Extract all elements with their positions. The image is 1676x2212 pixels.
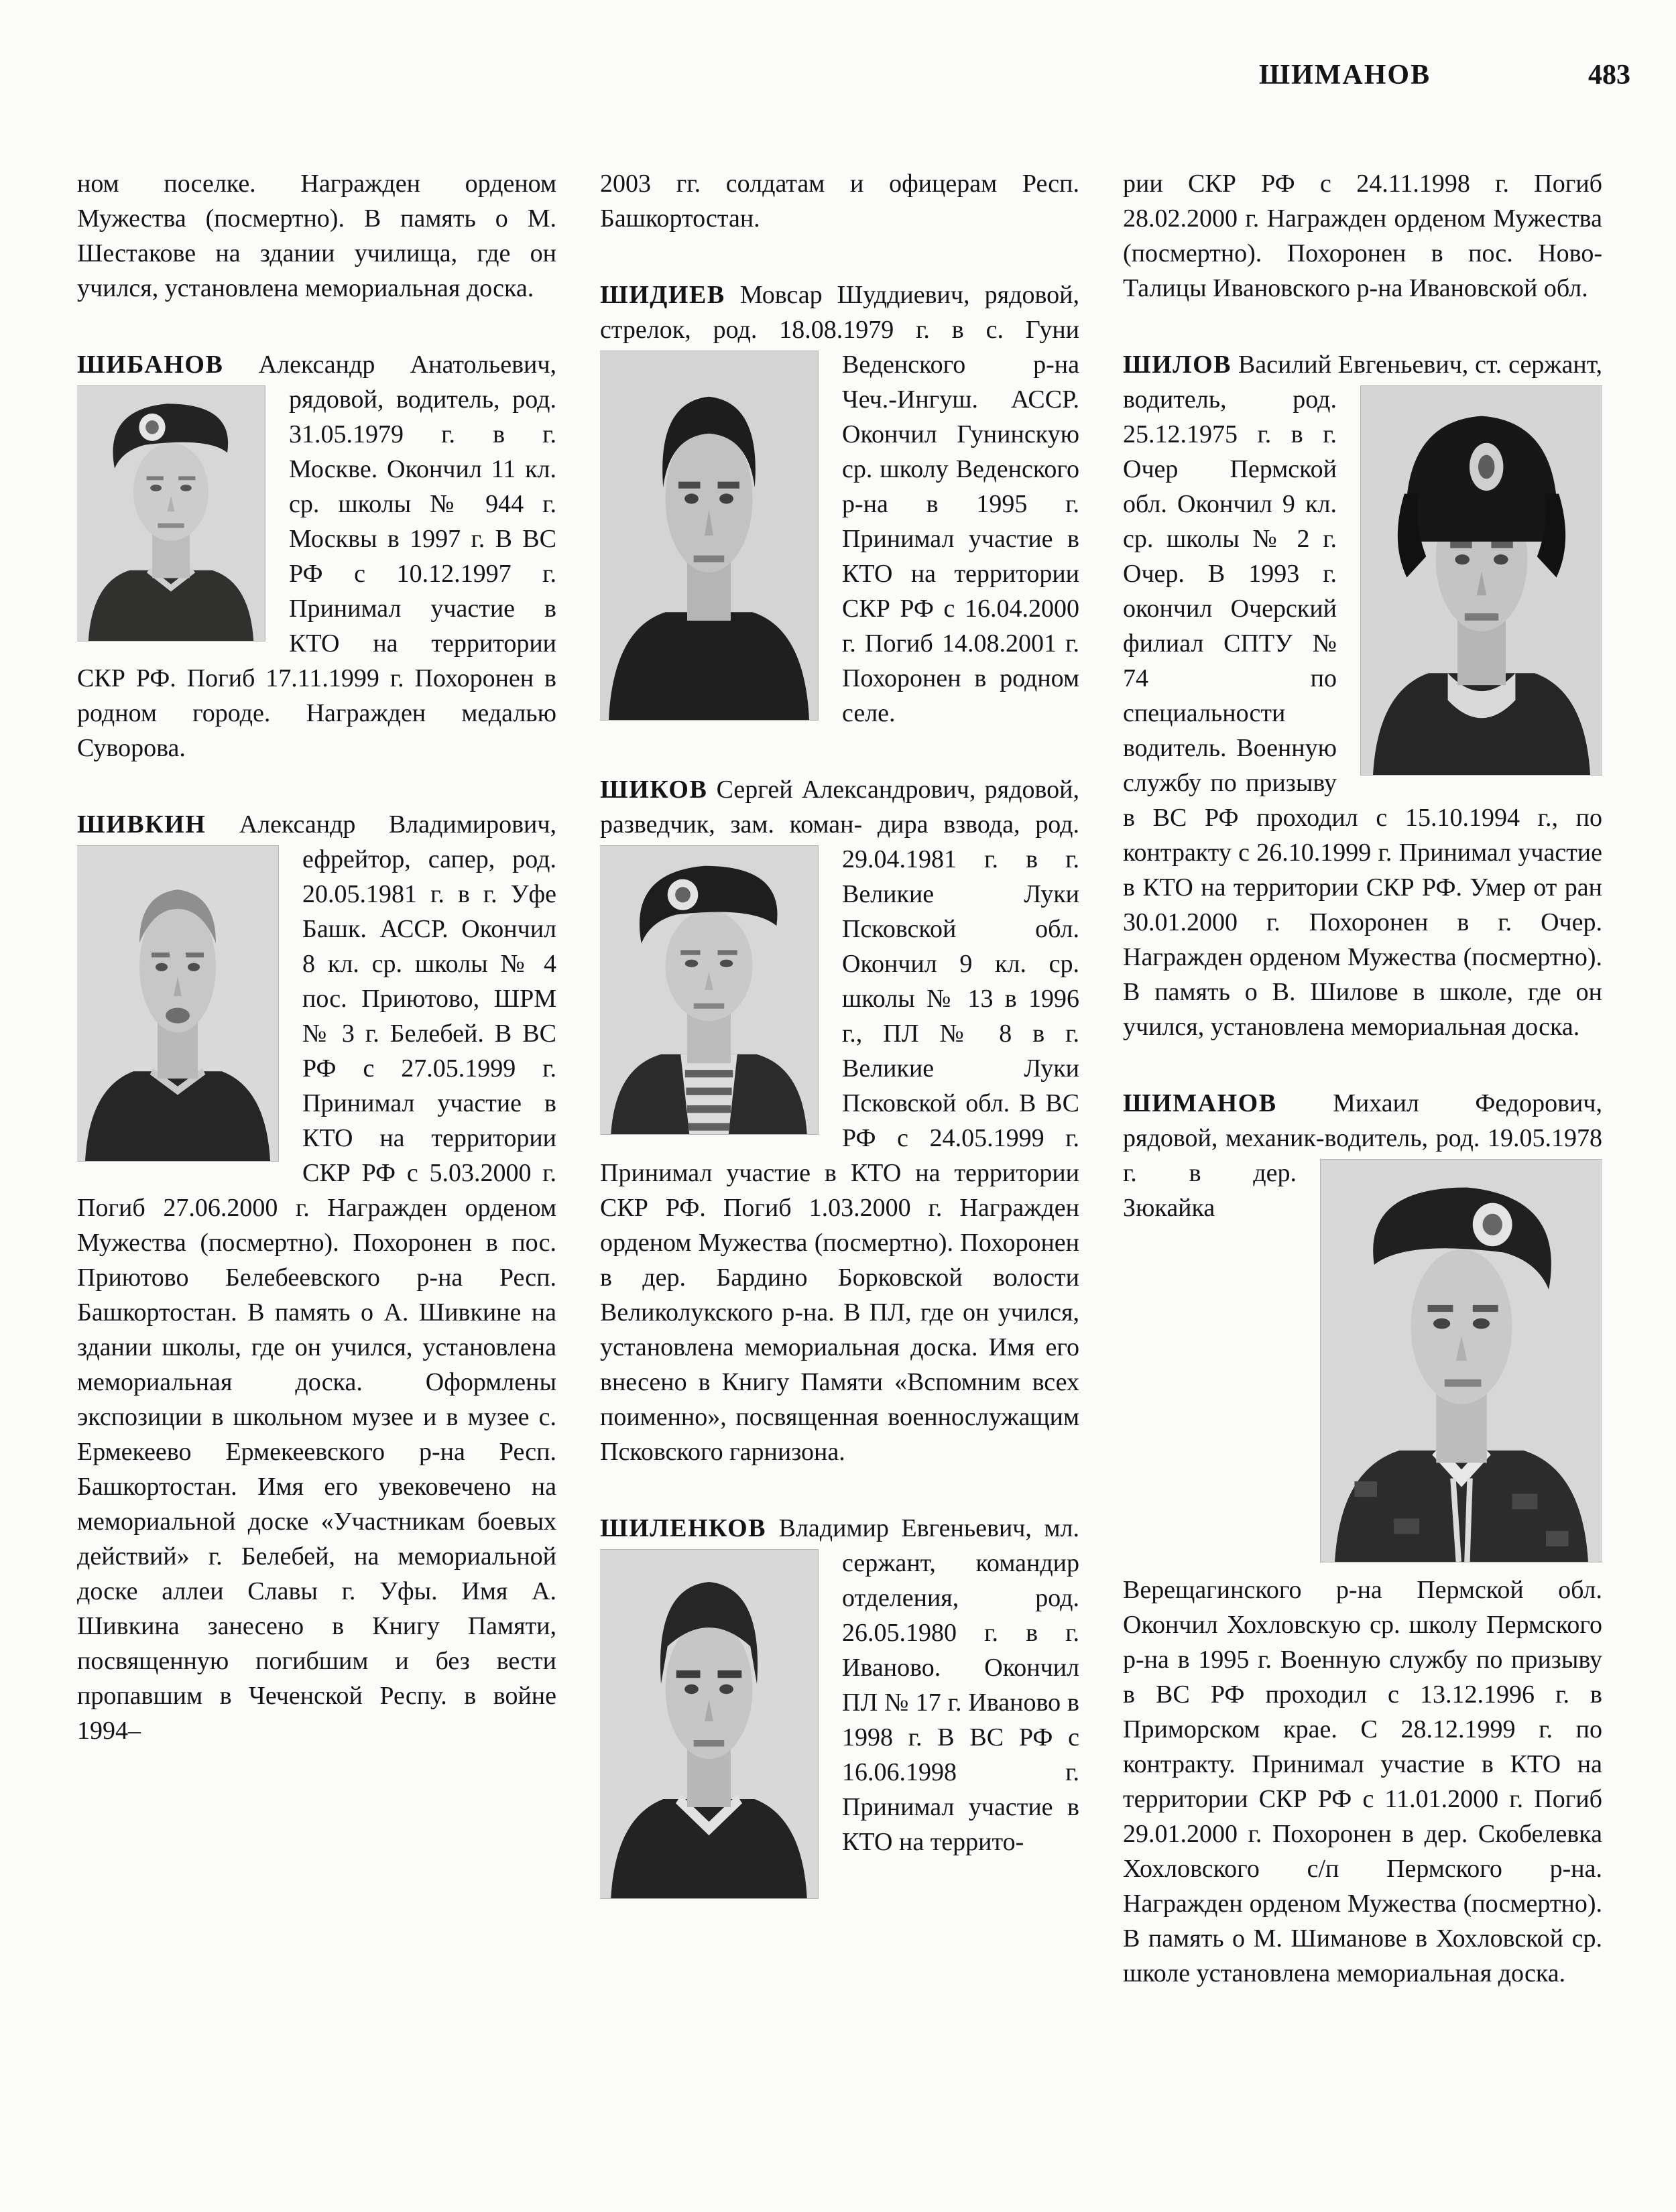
- entry-text-after-photo: 25.12.1975 г. в г. Очер Пермской обл. Окончил 9 кл. ср. школы № 2 г. Очер. В 1993 г. окончил Очерский филиал СПТУ № 74 по специальности водитель. Военную службу по призыву в ВС РФ проходил с 15.10.1994 г., по контракту с 26.10.1999 г. Принимал участие в КТО на территории СКР РФ. Умер от ран 30.01.2000 г. Похоронен в г. Очер. Награжден орденом Мужества (посмертно). В память о В. Шилове в школе, где он учился, установлена мемориальная доска.: [1123, 420, 1602, 1041]
- three-column-text-block: [77, 166, 1602, 2184]
- entry-text-after-photo: с. Гуни Веденского р-на Чеч.-Ингуш. АССР. Окончил Гунинскую ср. школу Веденского р-на в 1995 г. Принимал участие в КТО на территории СКР РФ с 16.04.2000 г. Погиб 14.08.2001 г. Похоронен в родном селе.: [842, 316, 1079, 727]
- portrait-photo-shilenkov: [600, 1550, 818, 1898]
- portrait-photo-shivkin: [77, 846, 278, 1161]
- continuation-paragraph-shestakov: ном поселке. Награжден орденом Мужества (посмертно). В память о М. Шестакове на здании училища, где он учился, установлена мемориальная доска.: [77, 170, 556, 302]
- entry-text-after-photo: 20.05.1981 г. в г. Уфе Башк. АССР. Окончил 8 кл. ср. школы № 4 пос. Приютово, ШРМ № 3 г. Белебей. В ВС РФ с 27.05.1999 г. Принимал участие в КТО на территории СКР РФ с 5.03.2000 г. Погиб 27.06.2000 г. Награжден орденом Мужества (посмертно). Похоронен в пос. Приютово Белебеевского р-на Респ. Башкортостан. В память о А. Шивкине на здании школы, где он учился, установлена мемориальная доска. Оформлены экспозиции в школьном музее и в музее с. Ермекеево Ермекеевского р-на Респ. Башкортостан. Имя его увековечено на мемориальной доске «Участникам боевых действий» г. Белебей, на мемориальной доске аллеи Славы г. Уфы. Имя А. Шивкина занесено в Книгу Памяти, посвященную погибшим и без вести пропавшим в Чеченской Респу. в войне 1994–: [77, 880, 556, 1745]
- entry-text-before-photo: Владимир Евгеньевич, мл. сержант, командир: [778, 1514, 1079, 1577]
- entry-surname: ШИВКИН: [77, 810, 206, 839]
- entry-surname: ШИБАНОВ: [77, 351, 224, 379]
- page-header: [0, 59, 1676, 99]
- entry-shikov: [600, 772, 1079, 1469]
- entry-text-before-photo: Александр Владимирович, ефрейтор, сапер, род.: [239, 810, 556, 873]
- running-head-title: ШИМАНОВ: [1259, 60, 1431, 90]
- entry-shidiev: [600, 278, 1079, 731]
- entry-shivkin: [77, 807, 556, 1748]
- entry-surname: ШИКОВ: [600, 776, 708, 804]
- entry-surname: ШИЛОВ: [1123, 351, 1232, 379]
- continuation-paragraph-bashkortostan: 2003 гг. солдатам и офицерам Респ. Башкортостан.: [600, 170, 1079, 233]
- continuation-paragraph-shilenkov-tail: рии СКР РФ с 24.11.1998 г. Погиб 28.02.2000 г. Награжден орденом Мужества (посмертно). Похоронен в пос. Ново-Талицы Ивановского р-на Ивановской обл.: [1123, 170, 1602, 302]
- entry-shilenkov: [600, 1511, 1079, 1859]
- entry-surname: ШИДИЕВ: [600, 281, 725, 309]
- column-3: [1123, 166, 1602, 2184]
- portrait-photo-shikov: [600, 846, 818, 1134]
- entry-text-after-photo: 19.05.1978 г. в дер. Зюкайка Верещагинского р-на Пермской обл. Окончил Хохловскую ср. школу Пермского р-на в 1995 г. Военную службу по призыву в ВС РФ проходил с 13.12.1996 г. в Приморском крае. С 28.12.1999 г. по контракту. Принимал участие в КТО на территории СКР РФ с 11.01.2000 г. Погиб 29.01.2000 г. Похоронен в дер. Скобелевка Хохловского с/п Пермского р-на. Награжден орденом Мужества (посмертно). В память о М. Шиманове в Хохловской ср. школе установлена мемориальная доска.: [1123, 1124, 1602, 1987]
- portrait-photo-shidiev: [600, 351, 818, 720]
- entry-text-before-photo: Василий Евгеньевич, ст. сержант, водитель, род.: [1123, 351, 1602, 414]
- entry-text-before-photo: Сергей Александрович, рядовой, разведчик, зам. коман-: [600, 776, 1079, 839]
- entry-text-after-photo: отделения, род. 26.05.1980 г. в г. Иваново. Окончил ПЛ № 17 г. Иваново в 1998 г. В ВС РФ с 16.06.1998 г. Принимал участие в КТО на террито-: [842, 1584, 1079, 1856]
- portrait-photo-shibanov: [77, 386, 265, 641]
- entry-shimanov: [1123, 1086, 1602, 1991]
- portrait-photo-shimanov: [1321, 1160, 1602, 1562]
- entry-surname: ШИЛЕНКОВ: [600, 1514, 767, 1542]
- column-2: [600, 166, 1079, 2184]
- entry-shibanov: [77, 347, 556, 765]
- column-1: [77, 166, 556, 2184]
- page-number: 483: [1588, 60, 1630, 90]
- entry-text-before-photo: Александр Анатольевич, рядовой, водитель, род.: [258, 351, 556, 414]
- entry-text-after-photo: дира взвода, род. 29.04.1981 г. в г. Великие Луки Псковской обл. Окончил 9 кл. ср. школы № 13 в 1996 г., ПЛ № 8 в г. Великие Луки Псковской обл. В ВС РФ с 24.05.1999 г. Принимал участие в КТО на территории СКР РФ. Погиб 1.03.2000 г. Награжден орденом Мужества (посмертно). Похоронен в дер. Бардино Борковской волости Великолукского р-на. В ПЛ, где он учился, установлена мемориальная доска. Имя его внесено в Книгу Памяти «Вспомним всех поименно», посвященная военнослужащим Псковского гарнизона.: [600, 810, 1079, 1466]
- entry-surname: ШИМАНОВ: [1123, 1089, 1277, 1117]
- entry-shilov: [1123, 347, 1602, 1044]
- entry-text-after-photo: 31.05.1979 г. в г. Москве. Окончил 11 кл. ср. школы № 944 г. Москвы в 1997 г. В ВС РФ с 10.12.1997 г. Принимал участие в КТО на территории СКР РФ. Погиб 17.11.1999 г. Похоронен в родном городе. Награжден медалью Суворова.: [77, 420, 556, 762]
- entry-text-before-photo: Мовсар Шуддиевич, рядовой, стрелок, род. 18.08.1979 г. в: [600, 281, 1079, 344]
- portrait-photo-shilov: [1361, 386, 1602, 775]
- entry-text-before-photo: Михаил Федорович, рядовой, механик-водитель, род.: [1123, 1089, 1602, 1152]
